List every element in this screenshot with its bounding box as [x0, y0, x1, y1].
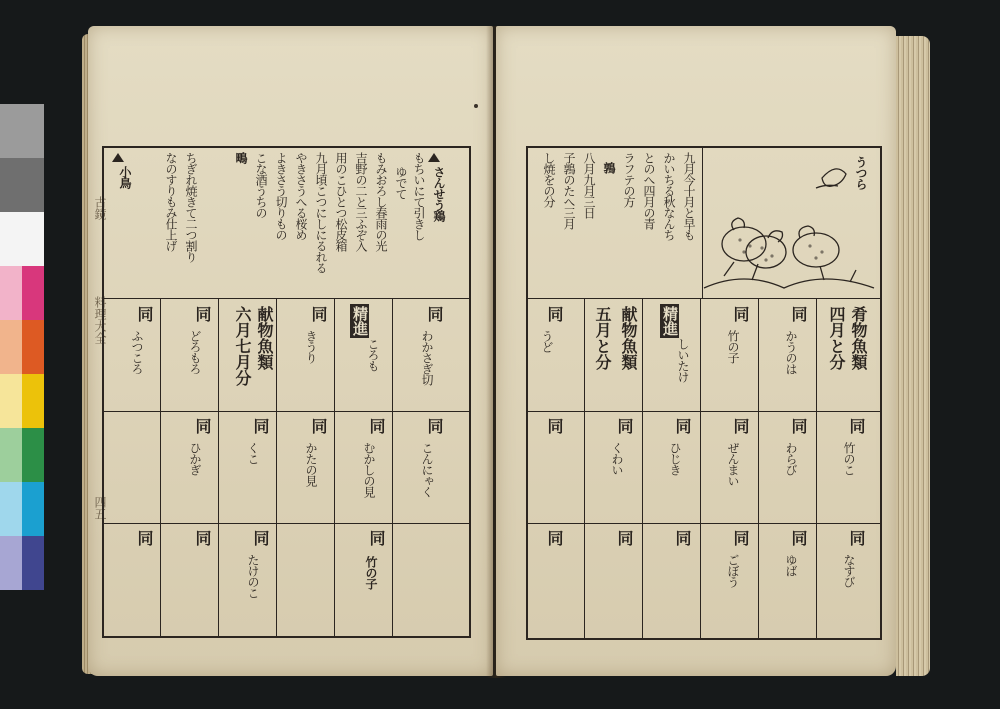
right-row-divider-1	[526, 411, 880, 412]
swatch-gray	[0, 104, 44, 158]
right-page	[496, 26, 896, 676]
right-page-edges	[896, 36, 930, 676]
top-text-column: さんせう鶏	[432, 166, 446, 221]
top-text-column: 子鶉のたへ三月	[562, 152, 576, 229]
left-top-divider	[102, 298, 469, 299]
quail-illustration	[704, 148, 876, 296]
left-margin-title: 古鏡	[93, 196, 107, 220]
top-text-column: こな酒うちの	[254, 152, 268, 218]
right-col-divider	[700, 298, 701, 638]
top-text-column: よきさう切りもの	[274, 152, 288, 240]
top-text-column: 用のこひとつ松皮箱	[334, 152, 348, 251]
left-col-divider	[392, 298, 393, 636]
same-mark: 同	[847, 418, 866, 434]
header-sub-tag: 精進	[351, 306, 369, 336]
top-text-column: ちぎれ焼きて二つ割り	[184, 152, 198, 262]
grid-cell: うど	[540, 330, 554, 352]
same-mark: 同	[545, 530, 564, 546]
top-text-column: 鶉	[602, 162, 616, 173]
ink-spot	[474, 104, 478, 108]
left-margin-page-number: 四五	[93, 496, 107, 520]
left-row-divider-1	[102, 411, 469, 412]
right-col-divider	[816, 298, 817, 638]
top-text-column: 吉野の二と三ふぞ入	[354, 152, 368, 251]
same-mark: 同	[367, 418, 386, 434]
same-mark: 同	[193, 530, 212, 546]
top-text-column: 九月今十月と早も	[682, 152, 696, 240]
same-mark: 同	[425, 306, 444, 322]
same-mark: 同	[367, 530, 386, 546]
top-text-column: なのすりもみ仕上げ	[164, 152, 178, 251]
grid-cell: なすび	[842, 554, 856, 587]
same-mark: 同	[251, 530, 270, 546]
same-mark: 同	[545, 418, 564, 434]
swatch-orange	[0, 320, 44, 374]
illustration-divider	[702, 146, 703, 298]
open-book	[82, 26, 930, 680]
left-col-divider	[334, 298, 335, 636]
same-mark: 同	[251, 418, 270, 434]
same-mark: 同	[731, 530, 750, 546]
grid-cell: 竹のこ	[842, 442, 856, 475]
top-text-column: 鴫	[234, 152, 248, 163]
grid-cell: きうり	[304, 330, 318, 363]
swatch-cyan	[0, 482, 44, 536]
swatch-white	[0, 212, 44, 266]
same-mark: 同	[731, 418, 750, 434]
top-text-column: かいちる秋なんち	[662, 152, 676, 240]
grid-cell: くこ	[246, 442, 260, 464]
grid-cell: ころも	[366, 338, 380, 371]
section-header-main: 献物魚類	[619, 306, 638, 370]
grid-cell: ふつころ	[130, 330, 144, 374]
grid-cell: わかさぎ切	[420, 330, 434, 385]
swatch-blue	[0, 536, 44, 590]
grid-cell: どろもろ	[188, 330, 202, 374]
left-row-divider-2	[102, 523, 469, 524]
grid-cell: ひじき	[668, 442, 682, 475]
top-text-column: とのへ四月の青	[642, 152, 656, 229]
grid-cell: ごぼう	[726, 554, 740, 587]
same-mark: 同	[673, 530, 692, 546]
grid-cell: かたの見	[304, 442, 318, 486]
right-col-divider	[584, 298, 585, 638]
same-mark: 同	[193, 418, 212, 434]
same-mark: 同	[673, 418, 692, 434]
top-text-column: し焼をの分	[542, 152, 556, 207]
grid-cell: ひかぎ	[188, 442, 202, 475]
left-col-divider	[276, 298, 277, 636]
grid-cell: ぜんまい	[726, 442, 740, 486]
same-mark: 同	[425, 418, 444, 434]
left-col-divider	[218, 298, 219, 636]
same-mark: 同	[615, 530, 634, 546]
section-header-main: 肴物魚類	[849, 306, 868, 370]
same-mark: 同	[545, 306, 564, 322]
color-calibration-strip	[0, 104, 44, 590]
same-mark: 同	[789, 530, 808, 546]
grid-cell: しいたけ	[676, 338, 690, 382]
grid-cell: こんにゃく	[420, 442, 434, 497]
grid-cell: むかしの見	[362, 442, 376, 497]
same-mark: 同	[789, 306, 808, 322]
top-text-column: ゆでて	[394, 166, 408, 199]
grid-cell: ゆば	[784, 554, 798, 576]
top-text-column: ラフテの方	[622, 152, 636, 207]
same-mark: 同	[309, 418, 328, 434]
section-header-month: 五月と分	[593, 306, 612, 370]
left-page	[88, 26, 493, 676]
same-mark: 同	[193, 306, 212, 322]
grid-cell: くわい	[610, 442, 624, 475]
grid-cell: かうのは	[784, 330, 798, 374]
triangle-marker	[428, 153, 440, 162]
section-header-month: 六月七月分	[233, 306, 252, 386]
triangle-marker	[112, 153, 124, 162]
top-text-column: もみおろし春雨の光	[374, 152, 388, 251]
same-mark: 同	[135, 530, 154, 546]
right-col-divider	[642, 298, 643, 638]
right-col-divider	[758, 298, 759, 638]
header-sub-tag: 精進	[661, 306, 679, 336]
grid-cell: わらび	[784, 442, 798, 475]
left-margin-book-title: 料理大全	[93, 296, 107, 344]
top-text-column: 小鳥	[118, 166, 132, 188]
same-mark: 同	[847, 530, 866, 546]
section-header-month: 四月と分	[827, 306, 846, 370]
top-text-column: やきさうへる桜め	[294, 152, 308, 240]
right-row-divider-2	[526, 523, 880, 524]
same-mark: 同	[309, 306, 328, 322]
swatch-magenta	[0, 266, 44, 320]
illustration-label: うつら	[854, 156, 868, 189]
swatch-yellow	[0, 374, 44, 428]
swatch-dark-gray	[0, 158, 44, 212]
section-header-main: 献物魚類	[255, 306, 274, 370]
same-mark: 同	[731, 306, 750, 322]
same-mark: 同	[135, 306, 154, 322]
left-col-divider	[160, 298, 161, 636]
grid-cell: たけのこ	[246, 554, 260, 598]
top-text-column: 八月九月三日	[582, 152, 596, 218]
grid-cell: 竹の子	[364, 556, 378, 589]
top-text-column: もちいにて引きし	[412, 152, 426, 240]
same-mark: 同	[789, 418, 808, 434]
grid-cell: 竹の子	[726, 330, 740, 363]
swatch-green	[0, 428, 44, 482]
top-text-column: 九月頃こつにしにるれる	[314, 152, 328, 273]
right-top-divider	[526, 298, 880, 299]
same-mark: 同	[615, 418, 634, 434]
